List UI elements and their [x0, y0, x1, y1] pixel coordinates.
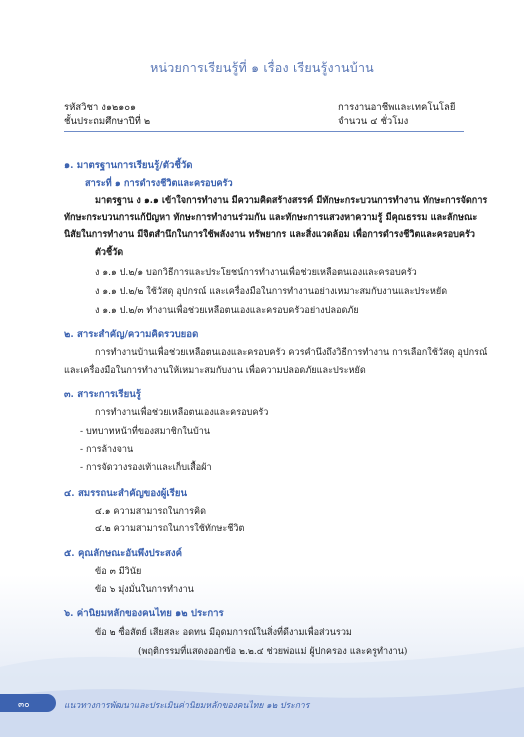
- standard-line: นิสัยในการทำงาน มีจิตสำนึกในการใช้พลังงาน ทรัพยากร และสิ่งแวดล้อม เพื่อการดำรงชีวิตและครอบครัว: [64, 229, 476, 240]
- indicator-item: ง ๑.๑ ป.๒/๓ ทำงานเพื่อช่วยเหลือตนเองและครอบครัวอย่างปลอดภัย: [95, 306, 359, 316]
- core-value-note: (พฤติกรรมที่แสดงออกข้อ ๒.๒.๔ ช่วยพ่อแม่ ผู้ปกครอง และครูทำงาน): [138, 647, 408, 657]
- page-number: ๓๐: [18, 700, 30, 710]
- content-item-text: - การล้างจาน: [80, 445, 134, 455]
- grade-level: ชั้นประถมศึกษาปีที่ ๒: [64, 116, 151, 127]
- concept-line: และเครื่องมือในการทำงานให้เหมาะสมกับงาน เพื่อความปลอดภัยและประหยัด: [64, 366, 366, 376]
- indicator-item: ง ๑.๑ ป.๒/๑ บอกวิธีการและประโยชน์การทำงานเพื่อช่วยเหลือตนเองและครอบครัว: [95, 268, 417, 278]
- attribute-item: ข้อ ๓ มีวินัย: [95, 567, 142, 577]
- content-item: [80, 461, 212, 475]
- section-6-heading: ๖. ค่านิยมหลักของคนไทย ๑๒ ประการ: [64, 608, 224, 619]
- competency-item: ๔.๒ ความสามารถในการใช้ทักษะชีวิต: [95, 524, 245, 534]
- content-item-text: - การจัดวางรองเท้าและเก็บเสื้อผ้า: [80, 463, 212, 473]
- standard-line: ทักษะกระบวนการแก้ปัญหา ทักษะการทำงานร่วมกัน และทักษะการแสวงหาความรู้ มีคุณธรรม และลักษณะ: [64, 212, 478, 223]
- page-title: หน่วยการเรียนรู้ที่ ๑ เรื่อง เรียนรู้งานบ้าน: [150, 60, 374, 75]
- strand-heading: สาระที่ ๑ การดำรงชีวิตและครอบครัว: [85, 178, 233, 189]
- standard-line: มาตรฐาน ง ๑.๑ เข้าใจการทำงาน มีความคิดสร้างสรรค์ มีทักษะกระบวนการทำงาน ทักษะการจัดการ: [95, 195, 488, 206]
- content-item: [80, 425, 210, 439]
- attribute-item: ข้อ ๖ มุ่งมั่นในการทำงาน: [95, 585, 194, 595]
- learning-area: การงานอาชีพและเทคโนโลยี: [338, 102, 456, 113]
- content-item: [80, 443, 133, 457]
- hours: จำนวน ๔ ชั่วโมง: [338, 116, 409, 127]
- indicator-label: ตัวชี้วัด: [95, 247, 124, 258]
- competency-item: ๔.๑ ความสามารถในการคิด: [95, 507, 207, 517]
- section-1-heading: ๑. มาตรฐานการเรียนรู้/ตัวชี้วัด: [64, 160, 193, 171]
- core-value-item: ข้อ ๒ ซื่อสัตย์ เสียสละ อดทน มีอุดมการณ์ในสิ่งที่ดีงามเพื่อส่วนรวม: [95, 628, 352, 638]
- concept-line: การทำงานบ้านเพื่อช่วยเหลือตนเองและครอบครัว ควรคำนึงถึงวิธีการทำงาน การเลือกใช้วัสดุ อุปกรณ์: [95, 348, 488, 358]
- section-2-heading: ๒. สาระสำคัญ/ความคิดรวบยอด: [64, 329, 199, 340]
- content-intro: การทำงานเพื่อช่วยเหลือตนเองและครอบครัว: [95, 408, 269, 418]
- indicator-item: ง ๑.๑ ป.๒/๒ ใช้วัสดุ อุปกรณ์ และเครื่องมือในการทำงานอย่างเหมาะสมกับงานและประหยัด: [95, 287, 448, 297]
- header-divider: [64, 131, 464, 132]
- section-3-heading: ๓. สาระการเรียนรู้: [64, 389, 141, 400]
- content-item-text: - บทบาทหน้าที่ของสมาชิกในบ้าน: [80, 427, 211, 437]
- section-4-heading: ๔. สมรรถนะสำคัญของผู้เรียน: [64, 488, 188, 499]
- subject-code: รหัสวิชา ง๑๒๑๐๑: [64, 102, 137, 113]
- section-5-heading: ๕. คุณลักษณะอันพึงประสงค์: [64, 548, 183, 559]
- footer-title: แนวทางการพัฒนาและประเมินค่านิยมหลักของคนไทย ๑๒ ประการ: [64, 701, 310, 711]
